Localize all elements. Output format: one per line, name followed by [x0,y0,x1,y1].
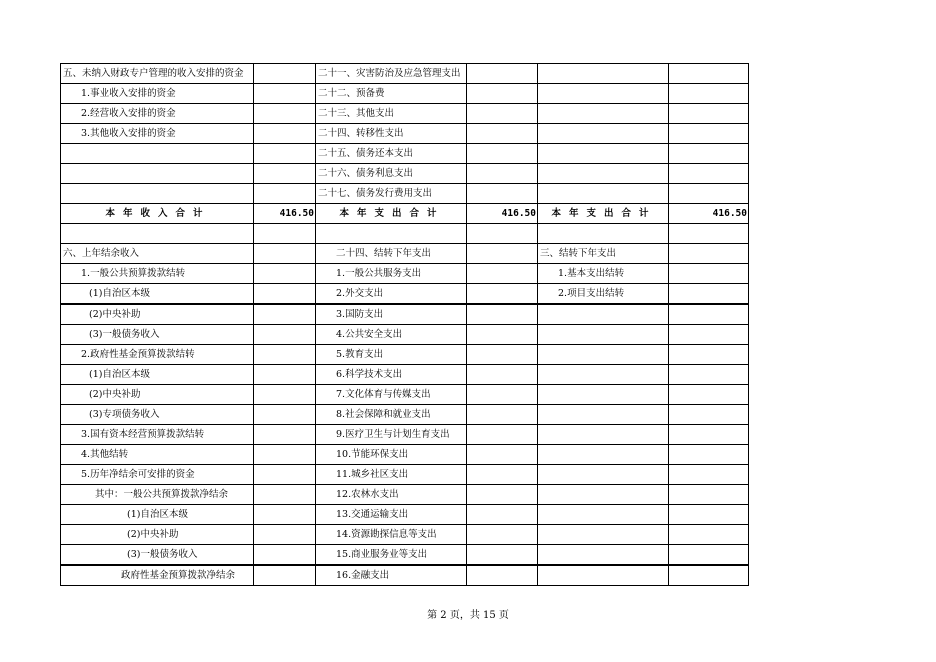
cell[interactable]: 8.社会保障和就业支出 [316,405,467,425]
cell[interactable]: 2.经营收入安排的资金 [61,104,254,124]
table-row [61,284,749,305]
cell[interactable]: 1.一般公共服务支出 [316,264,467,284]
cell[interactable] [254,64,316,84]
table-row [61,345,749,365]
cell[interactable] [669,304,749,325]
budget-table [60,63,749,586]
cell[interactable] [61,184,254,204]
cell[interactable] [669,425,749,445]
cell[interactable] [467,284,538,305]
cell[interactable] [254,485,316,505]
expense-total-value[interactable]: 416.50 [467,204,538,224]
cell[interactable]: 二十四、结转下年支出 [316,244,467,264]
cell[interactable]: 10.节能环保支出 [316,445,467,465]
cell[interactable]: 六、上年结余收入 [61,244,254,264]
total-row [61,204,749,224]
cell[interactable] [538,84,669,104]
cell[interactable] [669,545,749,566]
cell[interactable]: 三、结转下年支出 [538,244,669,264]
cell[interactable]: 12.农林水支出 [316,485,467,505]
income-total-label: 本年收入合计 [61,204,254,224]
cell[interactable]: 二十六、债务利息支出 [316,164,467,184]
cell[interactable] [669,485,749,505]
cell[interactable] [669,184,749,204]
cell[interactable] [538,304,669,325]
cell[interactable] [538,385,669,405]
cell[interactable] [254,124,316,144]
table-row [61,124,749,144]
table-row [61,365,749,385]
cell[interactable] [669,264,749,284]
cell[interactable] [467,184,538,204]
cell[interactable] [538,345,669,365]
cell[interactable] [669,405,749,425]
cell[interactable] [538,184,669,204]
cell[interactable] [254,84,316,104]
cell[interactable] [538,545,669,566]
cell[interactable] [538,144,669,164]
cell[interactable]: 2.政府性基金预算拨款结转 [61,345,254,365]
cell[interactable] [467,405,538,425]
cell[interactable]: 16.金融支出 [316,565,467,586]
cell[interactable] [669,525,749,545]
cell[interactable] [467,104,538,124]
cell[interactable] [467,365,538,385]
cell[interactable] [669,465,749,485]
cell[interactable]: (3)一般债务收入 [61,325,254,345]
cell[interactable] [669,144,749,164]
cell[interactable] [669,84,749,104]
cell[interactable] [467,385,538,405]
cell[interactable] [467,505,538,525]
cell[interactable]: 1.基本支出结转 [538,264,669,284]
cell[interactable]: 14.资源勘探信息等支出 [316,525,467,545]
cell[interactable]: (3)专项债务收入 [61,405,254,425]
table-row [61,325,749,345]
cell[interactable] [467,144,538,164]
cell[interactable] [254,565,316,586]
cell[interactable]: 4.公共安全支出 [316,325,467,345]
cell[interactable]: 4.其他结转 [61,445,254,465]
cell[interactable] [467,565,538,586]
table-row [61,104,749,124]
cell[interactable]: 五、未纳入财政专户管理的收入安排的资金 [61,64,254,84]
cell[interactable] [254,184,316,204]
cell[interactable] [538,485,669,505]
cell[interactable] [467,304,538,325]
cell[interactable]: (1)自治区本级 [61,365,254,385]
cell[interactable] [538,325,669,345]
table-row [61,224,749,244]
cell[interactable] [254,365,316,385]
cell[interactable]: 二十五、债务还本支出 [316,144,467,164]
table-row [61,84,749,104]
cell[interactable] [538,124,669,144]
cell[interactable] [669,445,749,465]
cell[interactable]: 二十七、债务发行费用支出 [316,184,467,204]
table-row [61,164,749,184]
cell[interactable] [61,164,254,184]
cell[interactable]: 2.外交支出 [316,284,467,305]
cell[interactable]: 二十四、转移性支出 [316,124,467,144]
cell[interactable] [467,465,538,485]
cell[interactable] [669,104,749,124]
cell[interactable] [254,545,316,566]
cell[interactable] [538,565,669,586]
cell[interactable] [467,244,538,264]
cell[interactable]: (2)中央补助 [61,304,254,325]
table-row [61,425,749,445]
cell[interactable]: 6.科学技术支出 [316,365,467,385]
cell[interactable]: 3.其他收入安排的资金 [61,124,254,144]
cell[interactable] [254,304,316,325]
cell[interactable] [669,505,749,525]
cell[interactable] [254,505,316,525]
cell[interactable] [538,164,669,184]
cell[interactable]: 15.商业服务业等支出 [316,545,467,566]
cell[interactable] [467,425,538,445]
cell[interactable] [467,84,538,104]
table-row [61,405,749,425]
cell[interactable] [254,465,316,485]
cell[interactable] [254,425,316,445]
cell[interactable] [538,425,669,445]
cell[interactable] [254,325,316,345]
cell[interactable]: (2)中央补助 [61,525,254,545]
table-row [61,385,749,405]
cell[interactable] [538,224,669,244]
cell[interactable] [467,224,538,244]
cell[interactable]: (3)一般债务收入 [61,545,254,566]
cell[interactable]: 3.国防支出 [316,304,467,325]
cell[interactable]: 13.交通运输支出 [316,505,467,525]
table-row [61,144,749,164]
cell[interactable] [467,264,538,284]
table-row [61,445,749,465]
cell[interactable] [254,405,316,425]
cell[interactable] [254,164,316,184]
cell[interactable]: 1.一般公共预算拨款结转 [61,264,254,284]
cell[interactable] [669,565,749,586]
cell[interactable] [467,124,538,144]
cell[interactable] [254,224,316,244]
table-row [61,485,749,505]
cell[interactable] [254,284,316,305]
cell[interactable]: 2.项目支出结转 [538,284,669,305]
cell[interactable]: 二十一、灾害防治及应急管理支出 [316,64,467,84]
cell[interactable] [669,244,749,264]
cell[interactable] [669,385,749,405]
cell[interactable] [467,545,538,566]
cell[interactable] [669,325,749,345]
cell[interactable] [669,284,749,305]
cell[interactable] [669,124,749,144]
table-row [61,465,749,485]
cell[interactable]: 7.文化体育与传媒支出 [316,385,467,405]
cell[interactable]: (1)自治区本级 [61,284,254,305]
cell[interactable]: 二十三、其他支出 [316,104,467,124]
cell[interactable] [254,244,316,264]
cell[interactable] [254,445,316,465]
cell[interactable]: 11.城乡社区支出 [316,465,467,485]
table-row [61,525,749,545]
cell[interactable] [254,144,316,164]
cell[interactable]: 3.国有资本经营预算拨款结转 [61,425,254,445]
cell[interactable] [538,525,669,545]
cell[interactable]: (2)中央补助 [61,385,254,405]
cell[interactable] [538,465,669,485]
table-row [61,545,749,566]
cell[interactable] [467,64,538,84]
cell[interactable] [254,264,316,284]
cell[interactable] [467,325,538,345]
cell[interactable] [61,224,254,244]
cell[interactable] [254,385,316,405]
cell[interactable] [538,445,669,465]
cell[interactable] [669,365,749,385]
cell[interactable] [61,144,254,164]
cell[interactable] [538,365,669,385]
cell[interactable]: (1)自治区本级 [61,505,254,525]
table-row [61,184,749,204]
table-row [61,244,749,264]
cell[interactable]: 其中：一般公共预算拨款净结余 [61,485,254,505]
table-row [61,565,749,586]
cell[interactable] [538,104,669,124]
cell[interactable] [538,505,669,525]
income-total-value[interactable]: 416.50 [254,204,316,224]
table-row [61,64,749,84]
cell[interactable]: 1.事业收入安排的资金 [61,84,254,104]
cell[interactable]: 5.历年净结余可安排的资金 [61,465,254,485]
cell[interactable] [669,345,749,365]
cell[interactable] [669,64,749,84]
cell[interactable]: 9.医疗卫生与计划生育支出 [316,425,467,445]
cell[interactable] [254,525,316,545]
cell[interactable] [467,345,538,365]
cell[interactable] [538,405,669,425]
expense-total-label-2: 本年支出合计 [538,204,669,224]
cell[interactable] [254,345,316,365]
table-row [61,304,749,325]
cell[interactable] [467,525,538,545]
cell[interactable] [538,64,669,84]
cell[interactable]: 政府性基金预算拨款净结余 [61,565,254,586]
cell[interactable] [669,224,749,244]
table-row [61,505,749,525]
table-row [61,264,749,284]
cell[interactable]: 5.教育支出 [316,345,467,365]
expense-total-value-2[interactable]: 416.50 [669,204,749,224]
cell[interactable]: 二十二、预备费 [316,84,467,104]
cell[interactable] [467,164,538,184]
cell[interactable] [254,104,316,124]
page-footer: 第 2 页，共 15 页 [427,610,509,621]
cell[interactable] [467,485,538,505]
cell[interactable] [316,224,467,244]
expense-total-label: 本年支出合计 [316,204,467,224]
cell[interactable] [467,445,538,465]
cell[interactable] [669,164,749,184]
